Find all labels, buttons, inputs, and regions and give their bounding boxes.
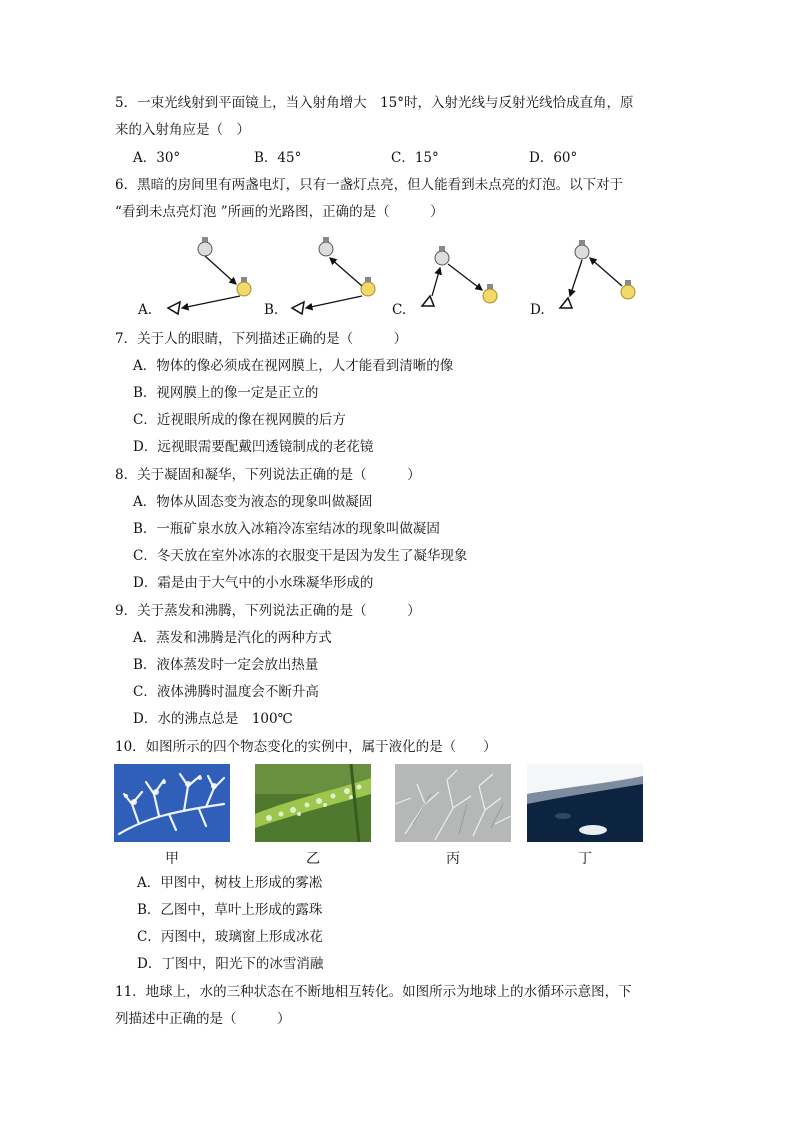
unlit-bulb-icon — [575, 240, 589, 259]
q6-stem-line1: 6．黑暗的房间里有两盏电灯，只有一盏灯点亮，但人能看到未点亮的灯泡。以下对于 — [115, 177, 624, 193]
q7-option-c: C．近视眼所成的像在视网膜的后方 — [133, 412, 346, 428]
q10-caption-bing: 丙 — [446, 851, 460, 867]
q10-caption-yi: 乙 — [306, 851, 320, 867]
q6-diagram-d — [550, 234, 670, 320]
q10-stem: 10．如图所示的四个物态变化的实例中，属于液化的是（ ） — [115, 739, 497, 755]
unlit-bulb-icon — [435, 246, 449, 265]
q5-option-b: B．45° — [254, 150, 302, 166]
q10-photo-ice-flowers — [395, 764, 511, 842]
eye-icon — [292, 302, 304, 314]
q5-option-a: A．30° — [133, 150, 181, 166]
eye-icon — [422, 296, 434, 306]
q9-option-a: A．蒸发和沸腾是汽化的两种方式 — [133, 630, 332, 646]
lit-bulb-icon — [621, 280, 635, 299]
eye-icon — [168, 302, 180, 314]
q10-caption-jia: 甲 — [165, 851, 179, 867]
q10-option-a: A．甲图中，树枝上形成的雾凇 — [137, 875, 323, 891]
q11-stem-line2: 列描述中正确的是（ ） — [115, 1011, 291, 1027]
q7-option-d: D．远视眼需要配戴凹透镜制成的老花镜 — [133, 439, 374, 455]
q7-stem: 7．关于人的眼睛，下列描述正确的是（ ） — [115, 331, 408, 347]
q5-stem-line2: 来的入射角应是（ ） — [115, 122, 250, 138]
unlit-bulb-icon — [198, 237, 212, 256]
q6-diagram-a-label: A. — [138, 302, 153, 318]
q10-photo-melting-snow — [527, 764, 643, 842]
q8-option-d: D．霜是由于大气中的小水珠凝华形成的 — [133, 575, 374, 591]
q5-stem-line1: 5．一束光线射到平面镜上，当入射角增大 15°时，入射光线与反射光线恰成直角，原 — [115, 95, 634, 111]
q10-caption-ding: 丁 — [578, 851, 592, 867]
lit-bulb-icon — [483, 284, 497, 303]
q10-photo-dew-drops — [255, 764, 371, 842]
q6-diagram-c — [412, 234, 532, 320]
q8-option-c: C．冬天放在室外冰冻的衣服变干是因为发生了凝华现象 — [133, 548, 468, 564]
q11-stem-line1: 11．地球上，水的三种状态在不断地相互转化。如图所示为地球上的水循环示意图，下 — [115, 984, 632, 1000]
q8-stem: 8．关于凝固和凝华，下列说法正确的是（ ） — [115, 467, 421, 483]
q8-option-b: B．一瓶矿泉水放入冰箱冷冻室结冰的现象叫做凝固 — [133, 521, 440, 537]
q7-option-b: B．视网膜上的像一定是正立的 — [133, 385, 319, 401]
q6-diagram-c-label: C. — [392, 302, 407, 318]
q9-option-d: D．水的沸点总是 100℃ — [133, 711, 293, 727]
q9-option-c: C．液体沸腾时温度会不断升高 — [133, 684, 319, 700]
q6-diagram-b — [286, 234, 406, 320]
q8-option-a: A．物体从固态变为液态的现象叫做凝固 — [133, 494, 373, 510]
eye-icon — [560, 298, 572, 308]
q10-option-c: C．丙图中，玻璃窗上形成冰花 — [137, 929, 323, 945]
q6-stem-line2: “看到未点亮灯泡 ”所画的光路图，正确的是（ ） — [115, 204, 444, 220]
q6-diagram-b-label: B. — [264, 302, 279, 318]
q10-option-b: B．乙图中，草叶上形成的露珠 — [137, 902, 323, 918]
q10-photo-rime-frost — [114, 764, 230, 842]
q7-option-a: A．物体的像必须成在视网膜上，人才能看到清晰的像 — [133, 358, 454, 374]
q5-option-d: D．60° — [529, 150, 578, 166]
lit-bulb-icon — [237, 277, 251, 296]
unlit-bulb-icon — [319, 237, 333, 256]
lit-bulb-icon — [361, 277, 375, 296]
q6-diagram-a — [160, 234, 280, 320]
q9-stem: 9．关于蒸发和沸腾，下列说法正确的是（ ） — [115, 603, 421, 619]
q5-option-c: C．15° — [391, 150, 439, 166]
q9-option-b: B．液体蒸发时一定会放出热量 — [133, 657, 319, 673]
q10-option-d: D．丁图中，阳光下的冰雪消融 — [137, 956, 324, 972]
q6-diagram-d-label: D. — [530, 302, 545, 318]
